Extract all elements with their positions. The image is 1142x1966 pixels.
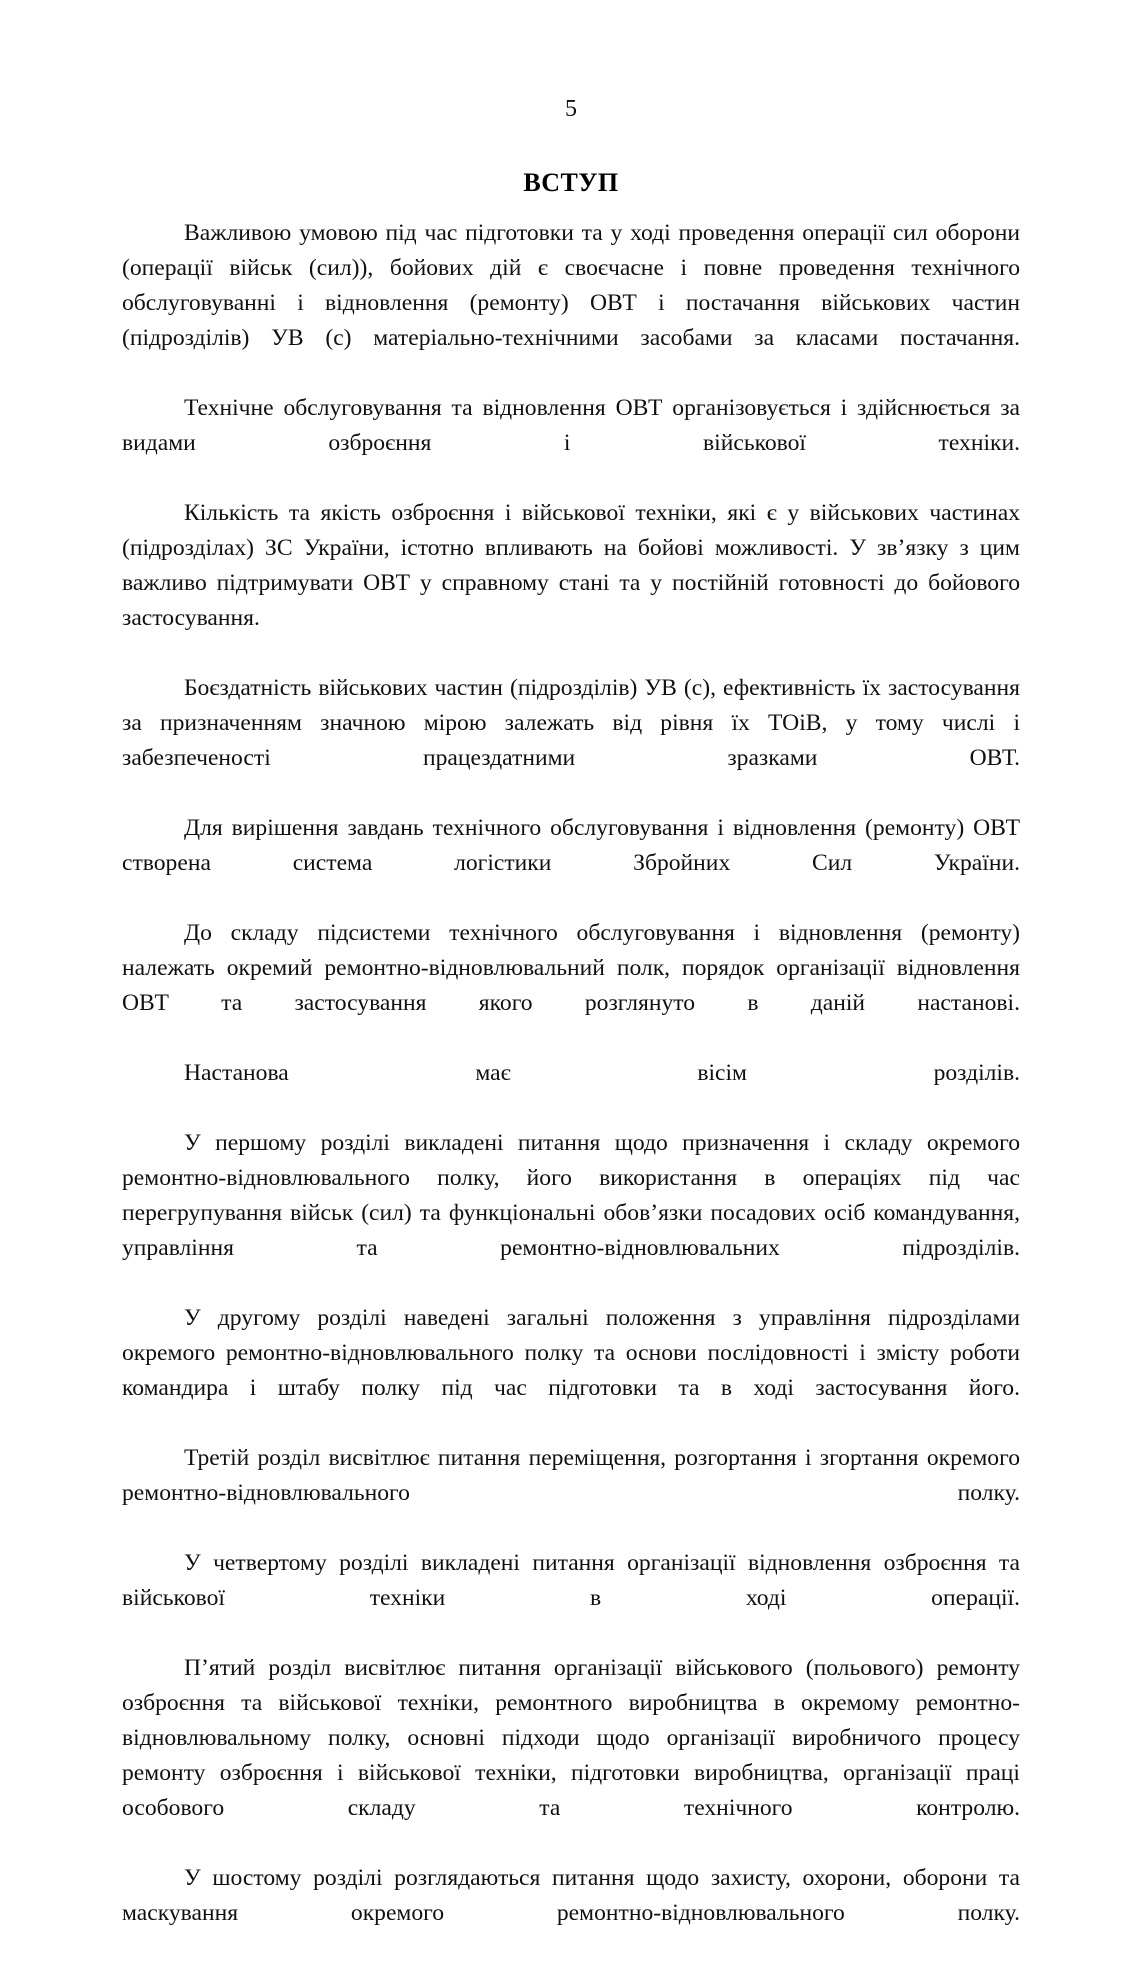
- paragraph: Третій розділ висвітлює питання переміщення, розгортання і згортання окремого ремонтно-відновлювального полку.: [122, 1445, 1020, 1506]
- page-number: 5: [565, 96, 577, 122]
- paragraph: До складу підсистеми технічного обслуговування і відновлення (ремонту) належать окремий ремонтно-відновлювальний полк, порядок організації відновлення ОВТ та застосування якого розглянуто в даній настанові.: [122, 920, 1020, 1016]
- paragraph: Для вирішення завдань технічного обслуговування і відновлення (ремонту) ОВТ створена система логістики Збройних Сил України.: [122, 815, 1020, 876]
- paragraph: Важливою умовою під час підготовки та у ході проведення операції сил оборони (операції військ (сил)), бойових дій є своєчасне і повне проведення технічного обслуговуванні і відновлення (ремонту) ОВТ і постачання військових частин (підрозділів) УВ (с) матеріально-технічними засобами за класами постачання.: [122, 220, 1020, 351]
- paragraph: Кількість та якість озброєння і військової техніки, які є у військових частинах (підрозділах) ЗС України, істотно впливають на бойові можливості. У зв’язку з цим важливо підтримувати ОВТ у справному стані та у постійній готовності до бойового застосування.: [122, 500, 1020, 631]
- paragraph: У четвертому розділі викладені питання організації відновлення озброєння та військової техніки в ході операції.: [122, 1550, 1020, 1611]
- paragraph: Боєздатність військових частин (підрозділів) УВ (с), ефективність їх застосування за призначенням значною мірою залежать від рівня їх ТОіВ, у тому числі і забезпеченості працездатними зразками ОВТ.: [122, 675, 1020, 771]
- paragraph: У першому розділі викладені питання щодо призначення і складу окремого ремонтно-відновлювального полку, його використання в операціях під час перегрупування військ (сил) та функціональні обов’язки посадових осіб командування, управління та ремонтно-відновлювальних підрозділів.: [122, 1130, 1020, 1261]
- document-body: [122, 216, 1020, 1966]
- page-title: ВСТУП: [523, 168, 619, 198]
- paragraph: Технічне обслуговування та відновлення ОВТ організовується і здійснюється за видами озброєння і військової техніки.: [122, 395, 1020, 456]
- paragraph: П’ятий розділ висвітлює питання організації військового (польового) ремонту озброєння та військової техніки, ремонтного виробництва в окремому ремонтно-відновлювальному полку, основні підходи щодо організації виробничого процесу ремонту озброєння і військової техніки, підготовки виробництва, організації праці особового складу та технічного контролю.: [122, 1655, 1020, 1821]
- paragraph: У другому розділі наведені загальні положення з управління підрозділами окремого ремонтно-відновлювального полку та основи послідовності і змісту роботи командира і штабу полку під час підготовки та в ході застосування його.: [122, 1305, 1020, 1401]
- paragraph: Настанова має вісім розділів.: [184, 1060, 1020, 1086]
- paragraph: У шостому розділі розглядаються питання щодо захисту, охорони, оборони та маскування окремого ремонтно-відновлювального полку.: [122, 1865, 1020, 1926]
